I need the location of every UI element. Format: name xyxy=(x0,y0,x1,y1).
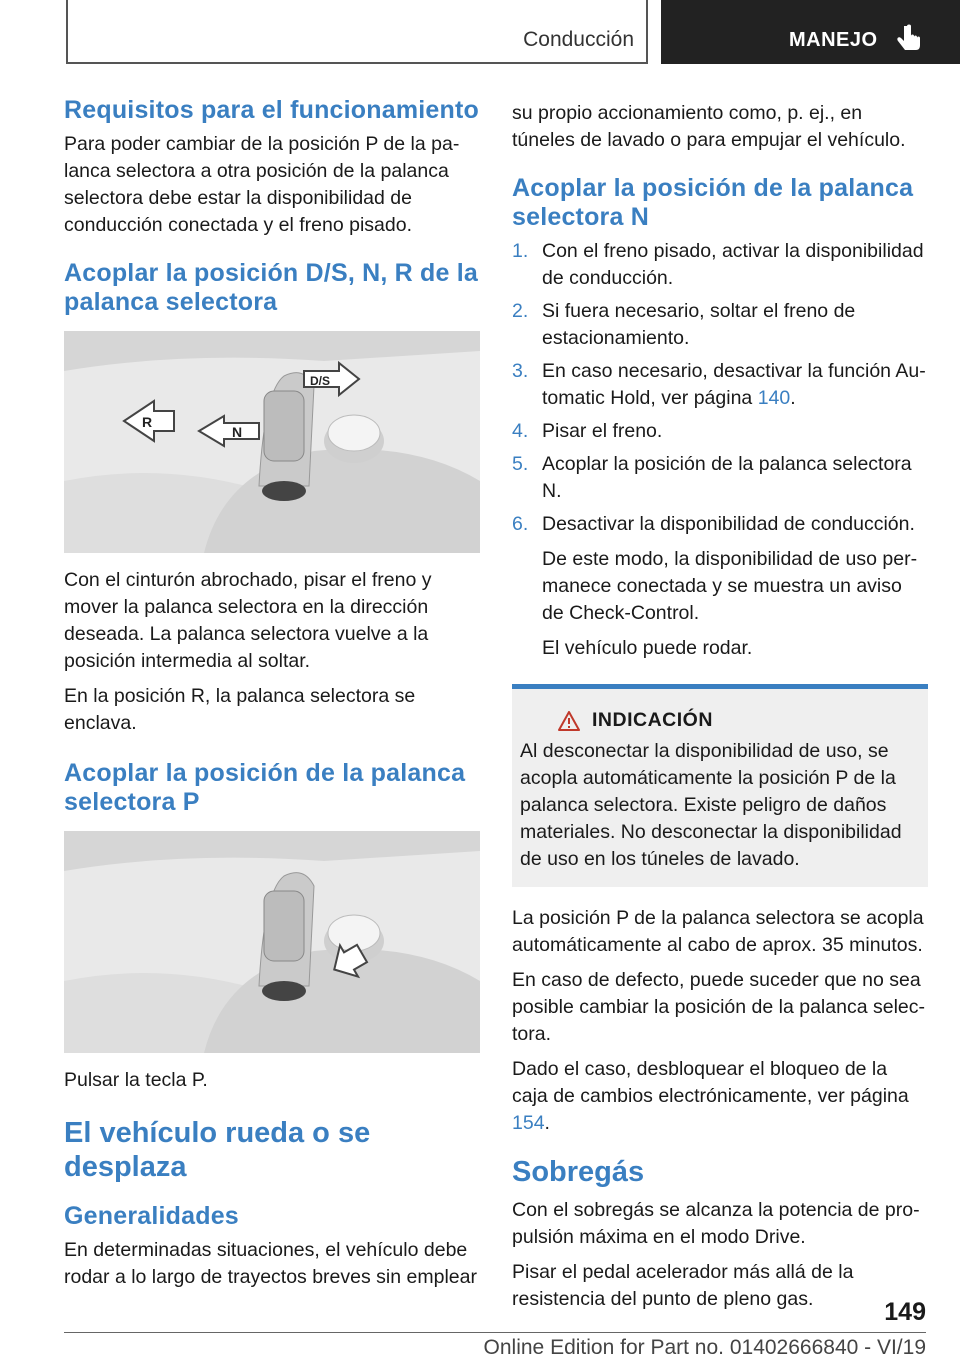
step-number: 3. xyxy=(512,360,529,382)
heading-generalidades: Generalidades xyxy=(64,1202,239,1230)
list-item xyxy=(512,418,928,445)
step-text: En caso necesario, desactivar la función Automatic Hold, ver página xyxy=(542,360,926,409)
notice-box xyxy=(512,684,928,887)
paragraph-enclava: En la posición R, la palanca selectora se enclava. xyxy=(64,685,416,734)
step-number: 4. xyxy=(512,420,529,442)
paragraph-cinturon: Con el cinturón abrochado, pisar el freno y mover la palanca selectora en la dirección deseada. La palanca selectora vuelve a la posición intermedia al soltar. xyxy=(64,569,432,672)
step-text-end: . xyxy=(790,387,796,409)
desbloquear-text-end: . xyxy=(544,1112,550,1134)
header-section-title: Conducción xyxy=(523,28,634,51)
page-number: 149 xyxy=(884,1298,926,1326)
paragraph-continuacion: su propio accionamiento como, p. ej., en túneles de lavado o para empujar el vehículo. xyxy=(512,102,906,151)
step-text: Con el freno pisado, activar la disponibilidad de conducción. xyxy=(542,240,924,289)
desbloquear-text: Dado el caso, desbloquear el bloqueo de la caja de cambios electrónicamente, ver página xyxy=(512,1058,909,1107)
list-item xyxy=(512,238,928,292)
paragraph-desbloquear xyxy=(512,1056,928,1137)
paragraph-tecla: Pulsar la tecla P. xyxy=(64,1069,208,1091)
list-item xyxy=(512,298,928,352)
heading-sobregas: Sobregás xyxy=(512,1156,645,1188)
hand-pointer-icon xyxy=(895,24,923,54)
list-item xyxy=(512,358,928,412)
list-item xyxy=(512,451,928,505)
step-number: 1. xyxy=(512,240,529,262)
step-text: Desactivar la disponibilidad de conducción. xyxy=(542,513,915,535)
gear-selector-image-p xyxy=(64,831,480,1053)
fig1-label-ds: D/S xyxy=(310,374,331,388)
paragraph-defecto: En caso de defecto, puede suceder que no sea posible cambiar la posición de la palanca selectora. xyxy=(512,969,925,1045)
step-text: Pisar el freno. xyxy=(542,420,663,442)
page-link-154[interactable]: 154 xyxy=(512,1112,545,1134)
step-number: 6. xyxy=(512,513,529,535)
paragraph-acopla: La posición P de la palanca selectora se acopla automáticamente al cabo de aprox. 35 minutos. xyxy=(512,907,924,956)
heading-requisitos: Requisitos para el funcionamiento xyxy=(64,96,479,124)
notice-text: Al desconectar la disponibilidad de uso, se acopla automáticamente la posición P de la palanca selectora. Existe peligro de daños materiales. No desconectar la disponibilidad de uso en los túneles de lavado. xyxy=(520,740,902,870)
step-number: 2. xyxy=(512,300,529,322)
paragraph-sobregas-1: Con el sobregás se alcanza la potencia de propulsión máxima en el modo Drive. xyxy=(512,1199,920,1248)
paragraph-rodar: El vehículo puede rodar. xyxy=(542,637,753,659)
fig1-label-r: R xyxy=(142,414,153,430)
paragraph-modo: De este modo, la disponibilidad de uso permanece conectada y se muestra un aviso de Check-Control. xyxy=(542,548,918,624)
fig1-label-n: N xyxy=(232,424,243,440)
header-chapter-title: MANEJO xyxy=(789,29,878,51)
warning-triangle-icon xyxy=(558,711,580,731)
heading-rueda: El vehículo rueda o se desplaza xyxy=(64,1117,371,1183)
page-link-140[interactable]: 140 xyxy=(757,387,791,409)
notice-header xyxy=(520,709,920,732)
heading-posicion-p: Acoplar la posición de la palanca selectora P xyxy=(64,759,466,816)
step-number: 5. xyxy=(512,453,529,475)
gear-selector-image-dsnr xyxy=(64,331,480,553)
step-text: Si fuera necesario, soltar el freno de estacionamiento. xyxy=(542,300,856,349)
footer-edition: Online Edition for Part no. 01402666840 - VI/19 xyxy=(483,1336,926,1359)
notice-title: INDICACIÓN xyxy=(592,709,713,731)
steps-list xyxy=(512,238,928,538)
heading-posicion-n: Acoplar la posición de la palanca selectora N xyxy=(512,174,914,231)
paragraph-requisitos: Para poder cambiar de la posición P de la palanca selectora a otra posición de la palanca selectora debe estar la disponibilidad de conducción conectada y el freno pisado. xyxy=(64,133,460,236)
left-column xyxy=(64,96,480,1299)
footer-divider xyxy=(64,1332,926,1333)
heading-dsnr: Acoplar la posición D/S, N, R de la palanca selectora xyxy=(64,259,479,316)
list-item xyxy=(512,511,928,538)
header-chapter-box xyxy=(661,0,960,64)
paragraph-sobregas-2: Pisar el pedal acelerador más allá de la resistencia del punto de pleno gas. xyxy=(512,1261,854,1310)
header-section-box xyxy=(66,0,648,64)
step-text: Acoplar la posición de la palanca selectora N. xyxy=(542,453,912,502)
right-column xyxy=(512,100,928,1321)
paragraph-generalidades: En determinadas situaciones, el vehículo debe rodar a lo largo de trayectos breves sin emplear xyxy=(64,1239,477,1288)
